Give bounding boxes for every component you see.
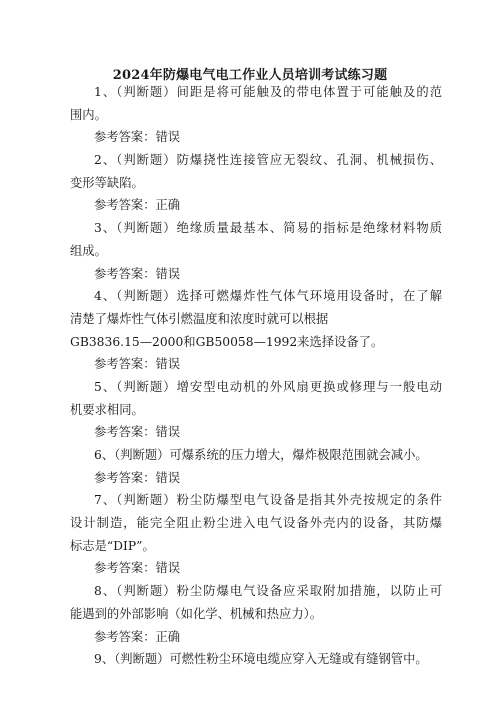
q5-answer: 参考答案：错误 [94, 425, 181, 440]
q3-line-1: 3、（判断题）绝缘质量最基本、简易的指标是绝缘材料物质 [94, 221, 442, 236]
q7-line-3: 标志是“DIP”。 [70, 538, 155, 553]
q3-answer: 参考答案：错误 [94, 266, 181, 281]
q8-answer: 参考答案：正确 [94, 629, 181, 644]
q7-answer: 参考答案：错误 [94, 561, 181, 576]
q1-answer: 参考答案：错误 [94, 130, 181, 145]
question-list [70, 81, 442, 671]
q5-line-2: 机要求相同。 [70, 402, 144, 417]
q3-line-2: 组成。 [70, 243, 107, 258]
q9-line-1: 9、（判断题）可燃性粉尘环境电缆应穿入无缝或有缝钢管中。 [94, 652, 428, 667]
q8-line-1: 8、（判断题）粉尘防爆电气设备应采取附加措施，以防止可 [94, 584, 442, 599]
q4-line-3: GB3836.15—2000和GB50058—1992来选择设备了。 [70, 334, 384, 349]
q6-answer: 参考答案：错误 [94, 470, 181, 485]
q4-answer: 参考答案：错误 [94, 357, 181, 372]
q4-line-2: 清楚了爆炸性气体引燃温度和浓度时就可以根据 [70, 311, 329, 326]
q2-answer: 参考答案：正确 [94, 198, 181, 213]
q8-line-2: 能遇到的外部影响（如化学、机械和热应力）。 [70, 606, 323, 621]
q7-line-2: 设计制造，能完全阻止粉尘进入电气设备外壳内的设备，其防爆 [70, 516, 442, 531]
q7-line-1: 7、（判断题）粉尘防爆型电气设备是指其外壳按规定的条件 [94, 493, 442, 508]
q2-line-1: 2、（判断题）防爆挠性连接管应无裂纹、孔洞、机械损伤、 [94, 153, 442, 168]
q5-line-1: 5、（判断题）增安型电动机的外风扇更换或修理与一般电动 [94, 379, 442, 394]
q1-line-2: 围内。 [70, 107, 107, 122]
q1-line-1: 1、（判断题）间距是将可能触及的带电体置于可能触及的范 [94, 85, 442, 99]
q6-line-1: 6、（判断题）可爆系统的压力增大，爆炸极限范围就会减小。 [94, 448, 428, 462]
q4-line-1: 4、（判断题）选择可燃爆炸性气体气环境用设备时，在了解 [94, 289, 442, 304]
q2-line-2: 变形等缺陷。 [70, 175, 144, 190]
page-title: 2024年防爆电气电工作业人员培训考试练习题 [112, 68, 388, 83]
